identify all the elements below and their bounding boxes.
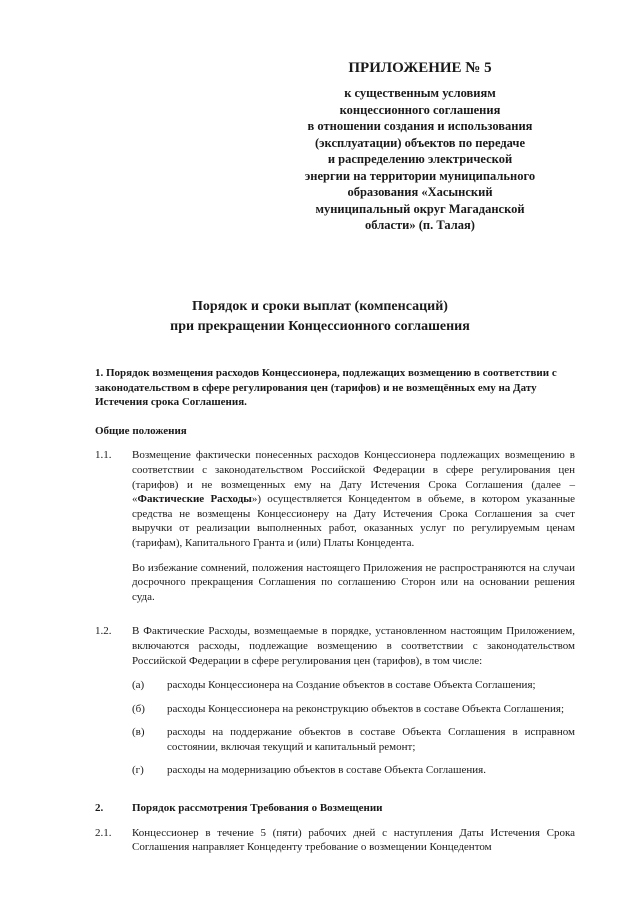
- list-item-text: расходы на поддержание объектов в составе Объекта Соглашения в исправном состоянии, включая текущий и капитальный ремонт;: [167, 726, 575, 753]
- appendix-subtitle-line: образования «Хасынский: [347, 185, 493, 199]
- appendix-subtitle-line: концессионного соглашения: [339, 102, 501, 117]
- document-title: [0, 297, 640, 337]
- clause-text: Концессионер в течение 5 (пяти) рабочих дней с наступления Даты Истечения Срока Соглашения направляет Концеденту требование о возмещении Концедентом: [132, 826, 575, 854]
- list-item-text: расходы Концессионера на реконструкцию объектов в составе Объекта Соглашения;: [167, 702, 565, 715]
- appendix-subtitle-line: в отношении создания и использования: [307, 119, 533, 133]
- clause-text-part: ») осуществляется Концедентом в объеме, в котором указанные средства не возмещены Концессионеру на Дату Истечения Срока Соглашения за счет выручки от реализации выполненных работ, оказанных услуг по регулируемым ценам (тарифам), Капитального Гранта и (или) Платы Концедента.: [132, 493, 575, 549]
- clause-text-part: Возмещение фактически понесенных расходов Концессионера подлежащих возмещению в соответствии с законодательством Российской Федерации в сфере регулирования цен (тарифов) и не возмещенных ему на Дату Истечения Срока Соглашения (далее – «: [132, 449, 575, 506]
- section-2-title: Порядок рассмотрения Требования о Возмещении: [132, 802, 383, 815]
- defined-term: Фактические Расходы: [137, 493, 252, 506]
- section-1-heading: 1. Порядок возмещения расходов Концессионера, подлежащих возмещению в соответствии с законодательством в сфере регулирования цен (тарифов) и не возмещённых ему на Дату Истечения срока Соглашения.: [95, 367, 557, 409]
- appendix-subtitle: [270, 85, 570, 234]
- clause-2-1: [95, 826, 575, 855]
- document-title-line: Порядок и сроки выплат (компенсаций): [192, 299, 448, 314]
- appendix-subtitle-line: муниципальный округ Магаданской: [315, 201, 525, 216]
- section-2-heading: [95, 801, 575, 816]
- appendix-subtitle-line: области» (п. Талая): [365, 218, 475, 232]
- clause-1-1: [95, 448, 575, 614]
- clause-number: 1.2.: [95, 625, 112, 638]
- list-item-marker: (в): [132, 726, 145, 739]
- list-item-marker: (б): [132, 702, 145, 715]
- appendix-subtitle-line: и распределению электрической: [327, 152, 513, 166]
- appendix-header: [270, 60, 570, 234]
- list-item: [132, 763, 575, 778]
- general-provisions-heading: Общие положения: [95, 424, 187, 437]
- expense-list: [132, 678, 575, 778]
- appendix-title: ПРИЛОЖЕНИЕ № 5: [348, 60, 492, 76]
- document-title-line: при прекращении Концессионного соглашения: [170, 319, 470, 334]
- list-item-text: расходы Концессионера на Создание объектов в составе Объекта Соглашения;: [167, 679, 536, 692]
- clause-number: 2.1.: [95, 826, 112, 839]
- clause-1-1-paragraph-1: [132, 448, 575, 550]
- appendix-subtitle-line: (эксплуатации) объектов по передаче: [314, 135, 526, 150]
- clause-1-2-paragraph: В Фактические Расходы, возмещаемые в порядке, установленном настоящим Приложением, включаются расходы, подлежащие возмещению в соответствии с законодательством Российской Федерации в сфере регулирования цен (тарифов), в том числе:: [132, 625, 575, 667]
- appendix-subtitle-line: к существенным условиям: [344, 86, 496, 100]
- document-body: [95, 366, 575, 865]
- list-item-text: расходы на модернизацию объектов в составе Объекта Соглашения.: [167, 764, 486, 777]
- clause-1-2: [95, 624, 575, 787]
- clause-text: [132, 624, 575, 787]
- list-item: [132, 702, 575, 717]
- section-number: 2.: [95, 802, 104, 815]
- clause-number: 1.1.: [95, 449, 112, 462]
- list-item-marker: (г): [132, 764, 144, 777]
- clause-text: [132, 448, 575, 614]
- list-item-marker: (а): [132, 679, 145, 692]
- list-item: [132, 678, 575, 693]
- appendix-subtitle-line: энергии на территории муниципального: [304, 168, 536, 183]
- clause-1-1-paragraph-2: Во избежание сомнений, положения настоящего Приложения не распространяются на случаи досрочного прекращения Соглашения по соглашению Сторон или на основании решения суда.: [132, 561, 575, 603]
- list-item: [132, 725, 575, 754]
